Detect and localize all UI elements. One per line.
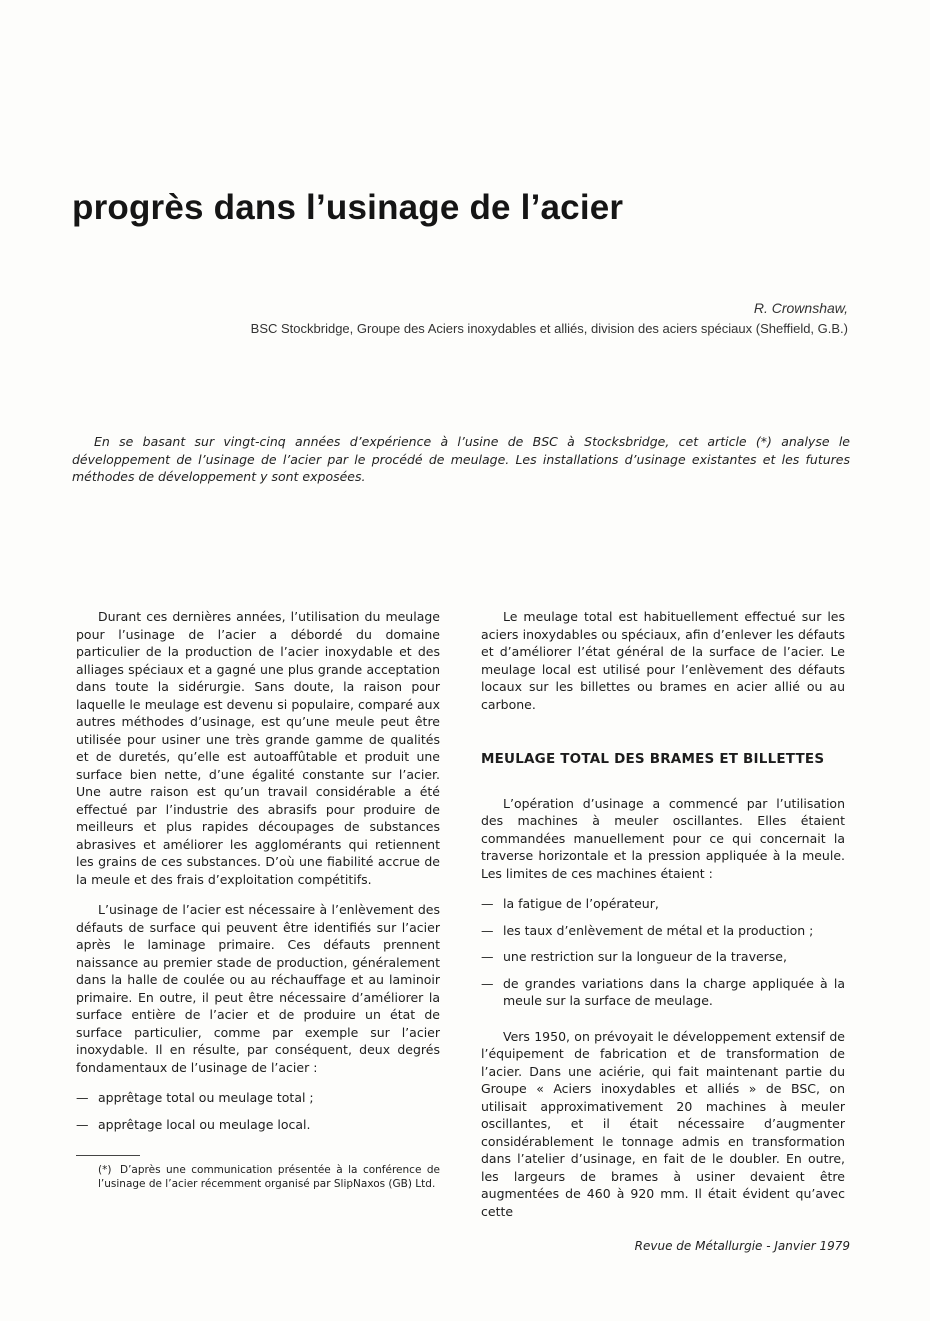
footnote-mark: (*): [98, 1164, 112, 1176]
list-item: — la fatigue de l’opérateur,: [481, 895, 845, 913]
abstract: En se basant sur vingt-cinq années d’expérience à l’usine de BSC à Stocksbridge, cet article (*) analyse le développement de l’usinage de l’acier par le procédé de meulage. Les installations d’usinage existantes et les futures méthodes de développement y sont exposées.: [72, 434, 850, 484]
list-item: — une restriction sur la longueur de la traverse,: [481, 948, 845, 966]
list-item: — de grandes variations dans la charge appliquée à la meule sur la surface de meulage.: [481, 975, 845, 1010]
body-paragraph: Durant ces dernières années, l’utilisation du meulage pour l’usinage de l’acier a débordé du domaine particulier de la production de l’acier inoxydable et des alliages spéciaux et a gagné une plus grande acceptation dans toute la sidérurgie. Sans doute, la raison pour laquelle le meulage est devenu si populaire, comparé aux autres méthodes d’usinage, est qu’une meule peut être utilisée pour usiner une très grande gamme de qualités et de duretés, qu’elle est autoaffûtable et produit une surface bien nette, d’une égalité constante sur l’acier. Une autre raison est qu’un travail considérable a été effectué par l’industrie des abrasifs pour produire de meilleurs et plus rapides découpages de substances abrasives et améliorer les agglomérants qui retiennent les grains de ces substances. D’où une fiabilité accrue de la meule et des frais d’exploitation compétitifs.: [76, 609, 440, 887]
author-affiliation: BSC Stockbridge, Groupe des Aciers inoxydables et alliés, division des aciers spéciaux (Sheffield, G.B.): [250, 321, 848, 336]
body-paragraph: Vers 1950, on prévoyait le développement extensif de l’équipement de fabrication et de transformation de l’acier. Dans une aciérie, qui fait maintenant partie du Groupe « Aciers inoxydables et alliés » de BSC, on utilisait approximativement 20 machines à meuler oscillantes, et il était nécessaire d’augmenter considérablement le tonnage admis en transformation dans l’atelier d’usinage, en fait de le doubler. En outre, les largeurs de brames à usiner devaient être augmentées de 460 à 920 mm. Il était évident qu’avec cette: [481, 1028, 845, 1219]
article-title: progrès dans l’usinage de l’acier: [72, 188, 624, 227]
footnote: [76, 1163, 440, 1191]
list-item: — les taux d’enlèvement de métal et la production ;: [481, 922, 845, 940]
list-item: — apprêtage local ou meulage local.: [76, 1116, 440, 1134]
footnote-divider: [76, 1155, 140, 1156]
footnote-text: D’après une communication présentée à la conférence de l’usinage de l’acier récemment organisé par SlipNaxos (GB) Ltd.: [98, 1164, 440, 1190]
list-item: — apprêtage total ou meulage total ;: [76, 1089, 440, 1107]
right-column: [481, 608, 845, 1233]
body-paragraph: L’opération d’usinage a commencé par l’utilisation des machines à meuler oscillantes. Elles étaient commandées manuellement pour ce qui concernait la traverse horizontale et la pression appliquée à la meule. Les limites de ces machines étaient :: [481, 795, 845, 881]
section-heading: MEULAGE TOTAL DES BRAMES ET BILLETTES: [481, 751, 825, 767]
left-column: [76, 608, 440, 1204]
journal-footer: Revue de Métallurgie - Janvier 1979: [634, 1239, 850, 1253]
body-paragraph: L’usinage de l’acier est nécessaire à l’enlèvement des défauts de surface qui peuvent être identifiés sur l’acier après le laminage primaire. Ces défauts prennent naissance au premier stade de production, généralement dans la halle de coulée ou au réchauffage et au laminoir primaire. En outre, il peut être nécessaire d’améliorer la surface entière de l’acier et de produire un état de surface particulier, comme par exemple sur l’acier inoxydable. Il en résulte, par conséquent, deux degrés fondamentaux de l’usinage de l’acier :: [76, 902, 440, 1075]
author-name: R. Crownshaw,: [753, 300, 848, 316]
body-paragraph: Le meulage total est habituellement effectué sur les aciers inoxydables ou spéciaux, afin d’enlever les défauts et d’améliorer l’état général de la surface de l’acier. Le meulage local est utilisé pour l’enlèvement des défauts locaux sur les billettes ou brames en acier allié ou au carbone.: [481, 609, 845, 712]
